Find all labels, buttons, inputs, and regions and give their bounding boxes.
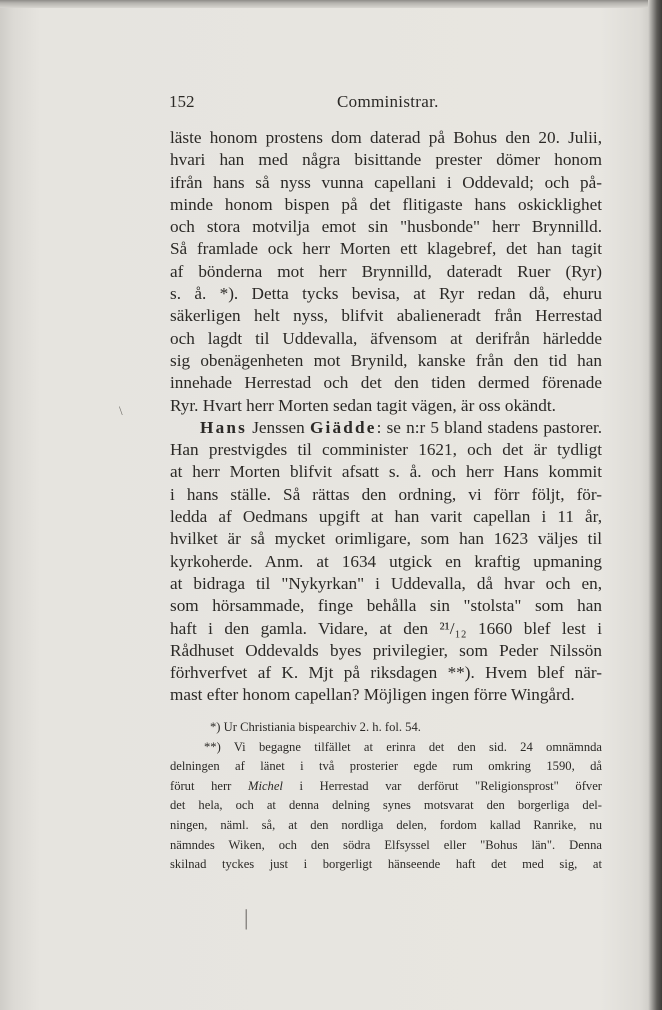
footnote-2-line: skilnad tyckes just i borgerligt hänseende haft det med sig, at [170, 857, 602, 872]
text-line: ledda af Oedmans upgift at han varit capellan i 11 år, [170, 507, 602, 527]
margin-tick: \ [119, 403, 123, 418]
italic-name: Michel [247, 778, 283, 793]
text-line: hvilket är så mycket orimligare, som han 1623 väljes til [170, 529, 602, 549]
text-line: kyrkoherde. Anm. at 1634 utgick en kraftig upmaning [170, 551, 602, 571]
paragraph-heading-line [170, 417, 602, 439]
footnote-1: *) Ur Christiania bispearchiv 2. h. fol. 54. [210, 720, 421, 734]
text-line: och stora motvilja emot sin "husbonde" herr Brynnilld. [170, 217, 602, 237]
text-line: s. å. *). Detta tycks bevisa, at Ryr redan då, ehuru [170, 284, 602, 304]
book-spine-shadow [648, 0, 662, 1010]
person-name: Hans [200, 417, 248, 437]
text-line: förhverfvet af K. Mjt på riksdagen **). Hvem blef när- [170, 663, 602, 683]
text-line: haft i den gamla. Vidare, at den ²¹/₁₂ 1660 blef lest i [170, 618, 602, 638]
footnote-2-line: **) Vi begagne tilfället at erinra det den sid. 24 omnämnda [204, 739, 602, 754]
text-line: at herr Morten blifvit afsatt s. å. och herr Hans kommit [170, 462, 602, 482]
text-line: innehade Herrestad och det den tiden dermed förenade [170, 373, 602, 393]
text-line: säkerligen helt nyss, blifvit abalieneradt från Herrestad [170, 306, 602, 326]
text-line: som hörsammade, finge behålla sin "stolsta" som han [170, 596, 602, 616]
text-line: ifrån hans så nyss vunna capellani i Oddevald; och på- [170, 172, 602, 192]
margin-tick: | [244, 905, 249, 930]
heading-rest: : se n:r 5 bland stadens pastorer. [376, 417, 603, 437]
text-line: af bönderna mot herr Brynnilld, dateradt Ruer (Ryr) [170, 261, 602, 281]
text-line: och lagdt til Uddevalla, äfvensom at derifrån härledde [170, 328, 602, 348]
running-head: Comministrar. [337, 92, 439, 111]
footnote-2-line: ningen, näml. så, at den nordliga delen, fordom kallad Ranrike, nu [170, 817, 602, 832]
person-nickname: Giädde [309, 417, 377, 437]
text-line: hvari han med några bisittande prester dömer honom [170, 150, 602, 170]
text-line: Rådhuset Oddevalds byes privilegier, som Peder Nilssön [170, 640, 602, 660]
page-header [169, 92, 609, 114]
person-surname: Jenssen [252, 417, 305, 437]
body-text [170, 127, 602, 707]
text-line: sig obenägenheten mot Brynild, kanske från den tid han [170, 350, 602, 370]
text-line: at bidraga til "Nykyrkan" i Uddevalla, då hvar och en, [170, 573, 602, 593]
footnote-2-line: förut herr Michel i Herrestad var derförut "Religionsprost" öfver [170, 778, 602, 793]
text-line: läste honom prostens dom daterad på Bohus den 20. Julii, [170, 128, 602, 147]
page-number: 152 [169, 92, 195, 111]
footnote-2-line: nämndes Wiken, och den södra Elfsyssel eller "Bohus län". Denna [170, 837, 602, 852]
text-line: mast efter honom capellan? Möjligen ingen förre Wingård. [170, 685, 575, 705]
page-top-edge [0, 0, 662, 8]
text-line: Så framlade ock herr Morten ett klagebref, det han tagit [170, 239, 602, 259]
footnote-2-line: delningen af länet i två prosterier egde rum omkring 1590, då [170, 759, 602, 774]
footnotes [170, 718, 602, 875]
text-line: minde honom bispen på det flitigaste hans oskicklighet [170, 194, 602, 214]
text-line: i hans ställe. Så rättas den ordning, vi förr följt, för- [170, 484, 602, 504]
text-line: Ryr. Hvart herr Morten sedan tagit vägen, är oss okändt. [170, 395, 556, 415]
text-line: Han prestvigdes til comminister 1621, och det är tydligt [170, 440, 602, 460]
footnote-2-line: det hela, och at denna delning synes motsvarat den borgerliga del- [170, 798, 602, 813]
